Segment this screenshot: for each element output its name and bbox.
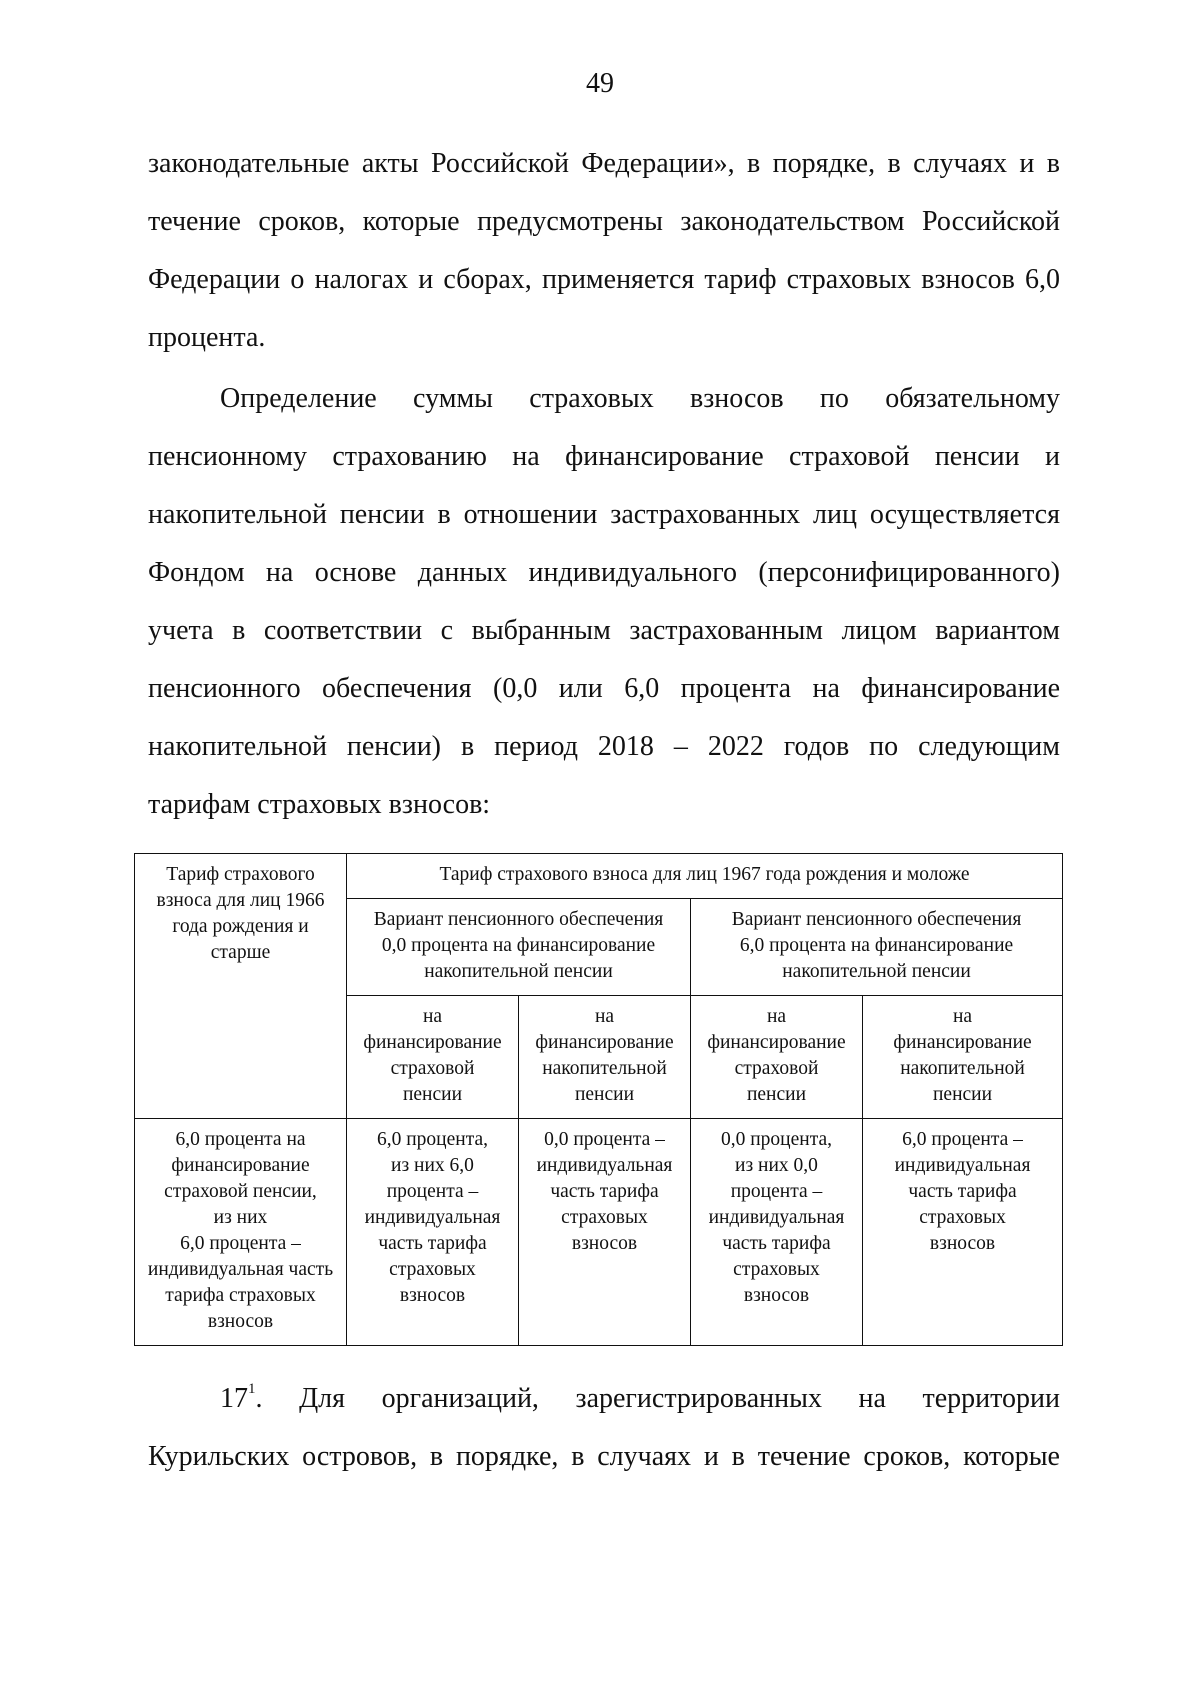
table-row bbox=[135, 1119, 1063, 1346]
subheader-insurance-pension: на финансирование страховой пенсии bbox=[347, 996, 519, 1119]
paragraph-contribution-calculation bbox=[148, 370, 1060, 834]
text-line: течение сроков, которые предусмотрены законодательством Российской bbox=[148, 206, 1060, 237]
paragraph-tariff-6-percent bbox=[148, 135, 1060, 367]
cell-born-1966-rate: 6,0 процента на финансирование страховой пенсии, из них 6,0 процента – индивидуальная часть тарифа страховых взносов bbox=[135, 1119, 347, 1346]
text-line: Курильских островов, в порядке, в случаях и в течение сроков, которые bbox=[148, 1441, 1060, 1472]
text-line: законодательные акты Российской Федерации», в порядке, в случаях и в bbox=[148, 148, 1060, 179]
header-variant-0-percent: Вариант пенсионного обеспечения 0,0 процента на финансирование накопительной пенсии bbox=[347, 899, 691, 996]
header-born-1966-and-older: Тариф страхового взноса для лиц 1966 года рождения и старше bbox=[135, 854, 347, 1119]
subheader-funded-pension: на финансирование накопительной пенсии bbox=[519, 996, 691, 1119]
cell-variant-6-funded-rate: 6,0 процента – индивидуальная часть тарифа страховых взносов bbox=[863, 1119, 1063, 1346]
text-line: накопительной пенсии) в период 2018 – 2022 годов по следующим bbox=[148, 731, 1060, 762]
item-text: Для организаций, зарегистрированных на территории bbox=[299, 1383, 1060, 1414]
text-line bbox=[148, 1370, 1060, 1428]
tariff-table bbox=[134, 853, 1063, 1346]
cell-variant-0-funded-rate: 0,0 процента – индивидуальная часть тарифа страховых взносов bbox=[519, 1119, 691, 1346]
text-line: Федерации о налогах и сборах, применяется тариф страховых взносов 6,0 bbox=[148, 264, 1060, 295]
cell-variant-6-insurance-rate: 0,0 процента, из них 0,0 процента – индивидуальная часть тарифа страховых взносов bbox=[691, 1119, 863, 1346]
text-line: накопительной пенсии в отношении застрахованных лиц осуществляется bbox=[148, 499, 1060, 530]
text-line: учета в соответствии с выбранным застрахованным лицом вариантом bbox=[148, 615, 1060, 646]
subheader-funded-pension: на финансирование накопительной пенсии bbox=[863, 996, 1063, 1119]
text-line: пенсионного обеспечения (0,0 или 6,0 процента на финансирование bbox=[148, 673, 1060, 704]
text-line: тарифам страховых взносов: bbox=[148, 789, 491, 820]
page-number: 49 bbox=[586, 68, 614, 99]
text-line: процента. bbox=[148, 322, 266, 353]
text-line: Фондом на основе данных индивидуального (персонифицированного) bbox=[148, 557, 1060, 588]
header-variant-6-percent: Вариант пенсионного обеспечения 6,0 процента на финансирование накопительной пенсии bbox=[691, 899, 1063, 996]
paragraph-17-1-kuril-islands bbox=[148, 1370, 1060, 1486]
cell-variant-0-insurance-rate: 6,0 процента, из них 6,0 процента – индивидуальная часть тарифа страховых взносов bbox=[347, 1119, 519, 1346]
item-number: $17^1$. bbox=[220, 1381, 263, 1414]
header-born-1967-and-younger: Тариф страхового взноса для лиц 1967 года рождения и моложе bbox=[347, 854, 1063, 899]
text-line: пенсионному страхованию на финансирование страховой пенсии и bbox=[148, 441, 1060, 472]
text-line: Определение суммы страховых взносов по обязательному bbox=[220, 383, 1060, 414]
subheader-insurance-pension: на финансирование страховой пенсии bbox=[691, 996, 863, 1119]
